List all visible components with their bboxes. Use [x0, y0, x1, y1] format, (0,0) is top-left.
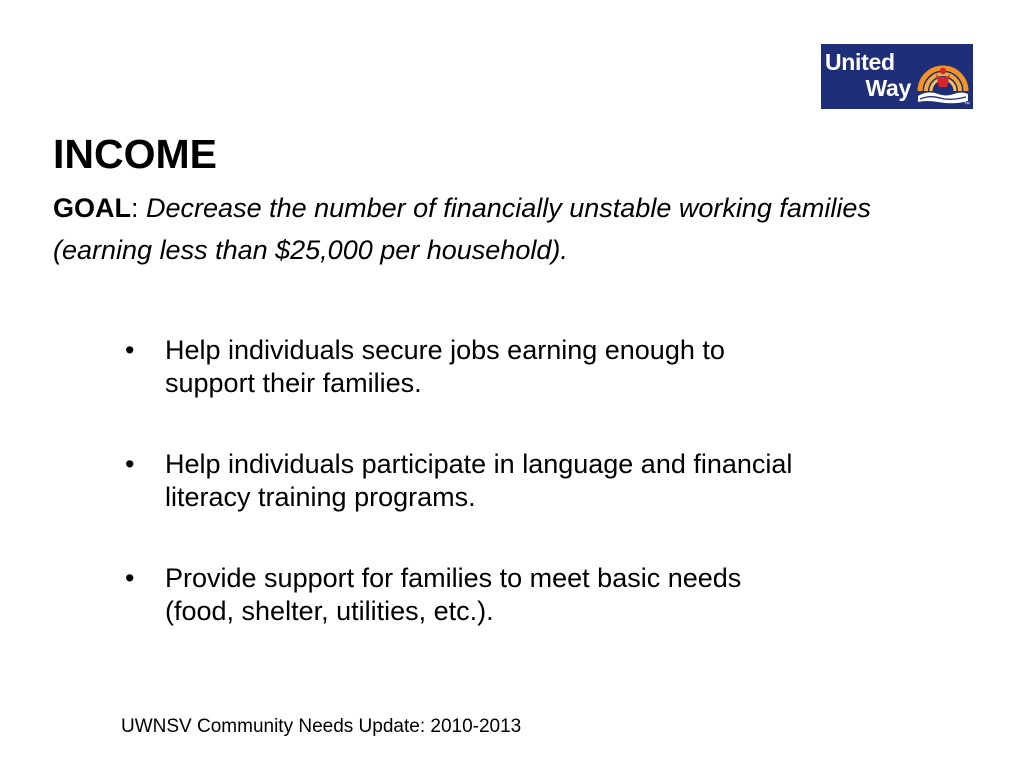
- bullet-marker: •: [125, 449, 135, 479]
- bullet-text-line2: literacy training programs.: [165, 482, 476, 512]
- bullet-item: [120, 562, 920, 628]
- logo-wordmark-line1: United: [825, 49, 895, 75]
- logo-trademark: ™: [964, 102, 970, 108]
- bullet-text-line1: Help individuals secure jobs earning enough to: [165, 335, 725, 365]
- bullet-item: [120, 448, 920, 514]
- bullet-item: [120, 334, 920, 400]
- logo-wordmark: [825, 49, 913, 101]
- goal-statement: [53, 187, 871, 229]
- slide-footer: UWNSV Community Needs Update: 2010-2013: [121, 716, 522, 737]
- goal-colon: :: [131, 193, 139, 223]
- bullet-marker: •: [125, 335, 135, 365]
- bullet-marker: •: [125, 563, 135, 593]
- goal-text-line1: Decrease the number of financially unstable working families: [146, 193, 871, 223]
- united-way-logo: [821, 44, 973, 109]
- bullet-text-line1: Help individuals participate in language and financial: [165, 449, 793, 479]
- goal-text-line2: (earning less than $25,000 per household).: [53, 235, 568, 265]
- hand-rainbow-icon: [914, 47, 972, 107]
- bullet-text-line1: Provide support for families to meet basic needs: [165, 563, 742, 593]
- bullet-text-line2: support their families.: [165, 368, 422, 398]
- goal-label: GOAL: [53, 193, 131, 223]
- slide-title: INCOME: [53, 131, 217, 177]
- bullet-list: [120, 334, 920, 676]
- bullet-text-line2: (food, shelter, utilities, etc.).: [165, 596, 494, 626]
- logo-wordmark-line2: Way: [865, 75, 911, 101]
